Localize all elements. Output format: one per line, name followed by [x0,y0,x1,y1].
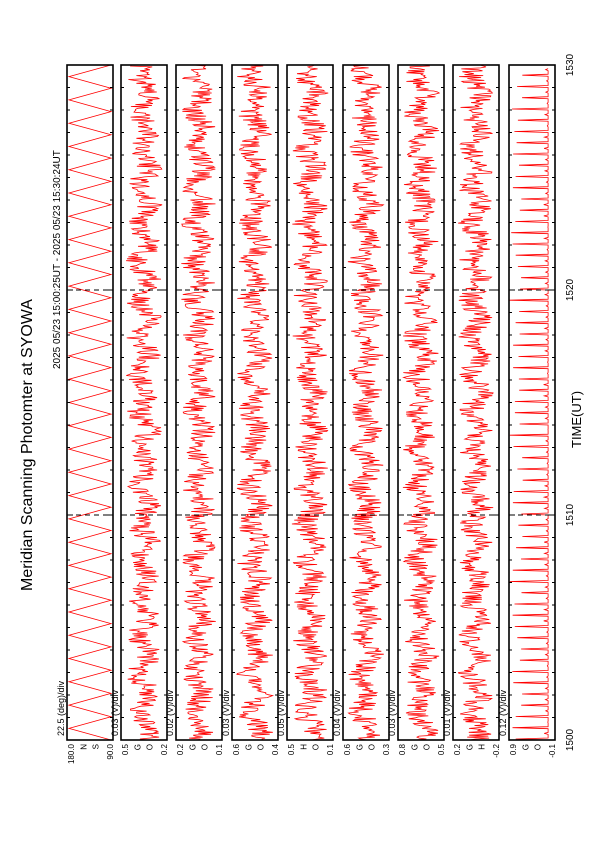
panel-scale-label: 0.03 (V)/div [110,689,120,736]
y-tick-label-bottom: 0.3 [382,744,391,756]
y-tick-label-top: 0.5 [121,744,130,756]
chart-subtitle: 2025 05/23 15:00:25UT - 2025 05/23 15:30:24UT [52,150,63,369]
x-tick-label: 1510 [565,503,576,527]
panel [56,65,115,764]
y-tick-label-top: 0.5 [287,744,296,756]
panel-scale-label: 0.03 (V)/div [221,689,231,736]
y-tick-mark-label: O [533,744,543,751]
panel-scale-label: 0.01 (V)/div [442,689,452,736]
y-tick-mark-label: O [256,744,266,751]
series-line [237,65,273,740]
panel [442,65,501,758]
y-tick-mark-label: G [465,744,475,751]
y-tick-label-bottom: -0.2 [492,744,501,758]
x-axis-label: TIME(UT) [569,390,584,448]
y-tick-label-top: 0.2 [176,744,185,756]
y-tick-mark-label: O [200,744,210,751]
series-line [403,65,439,740]
y-tick-label-bottom: 90.0 [106,744,115,760]
y-tick-label-top: 0.2 [453,744,462,756]
x-tick-label: 1530 [565,53,576,77]
x-tick-label: 1500 [565,728,576,752]
y-tick-mark-label: G [244,744,254,751]
y-tick-label-top: 180.0 [67,744,76,765]
y-tick-mark-label: H [477,744,487,750]
y-tick-label-bottom: 0.5 [437,744,446,756]
series-line [458,65,493,740]
y-tick-mark-label: G [133,744,143,751]
y-tick-label-top: 0.6 [232,744,241,756]
panel-scale-label: 0.05 (V)/div [276,689,286,736]
panel-scale-label: 0.04 (V)/div [332,689,342,736]
y-tick-mark-label: O [422,744,432,751]
y-tick-mark-label: G [410,744,420,751]
y-tick-label-bottom: 0.2 [160,744,169,756]
y-tick-label-bottom: 0.1 [326,744,335,756]
y-tick-label-bottom: 0.1 [215,744,224,756]
y-tick-mark-label: O [145,744,155,751]
panel-scale-label: 0.03 (V)/div [387,689,397,736]
series-line [292,65,328,740]
panel [276,65,335,755]
series-line [509,69,548,740]
y-tick-mark-label: G [521,744,531,751]
panel-scale-label: 0.02 (V)/div [165,689,175,736]
y-tick-mark-label: O [311,744,321,751]
y-tick-label-top: 0.6 [343,744,352,756]
panel-scale-label: 22.5 (deg)/div [56,680,66,736]
y-tick-mark-label: G [188,744,198,751]
panel-frame [67,65,113,740]
panel [387,65,446,755]
panels-group [56,65,557,764]
panel [165,65,224,755]
y-tick-label-bottom: -0.1 [548,744,557,758]
panel [221,65,280,755]
panel [110,65,169,755]
panel-scale-label: 0.12 (V)/div [498,689,508,736]
y-tick-label-bottom: 0.4 [271,744,280,756]
chart-title: Meridian Scanning Photomter at SYOWA [19,299,36,591]
y-tick-label-top: 0.9 [509,744,518,756]
series-line [181,65,216,740]
series-line [69,65,111,740]
series-line [126,65,162,740]
y-tick-label-top: 0.8 [398,744,407,756]
y-tick-mark-label: O [367,744,377,751]
y-tick-mark-label: S [91,744,101,750]
x-tick-label: 1520 [565,278,576,302]
panel [498,65,557,758]
y-tick-mark-label: G [355,744,365,751]
series-line [348,65,384,740]
y-tick-mark-label: H [299,744,309,750]
panel [332,65,391,755]
y-tick-mark-label: N [79,744,89,750]
